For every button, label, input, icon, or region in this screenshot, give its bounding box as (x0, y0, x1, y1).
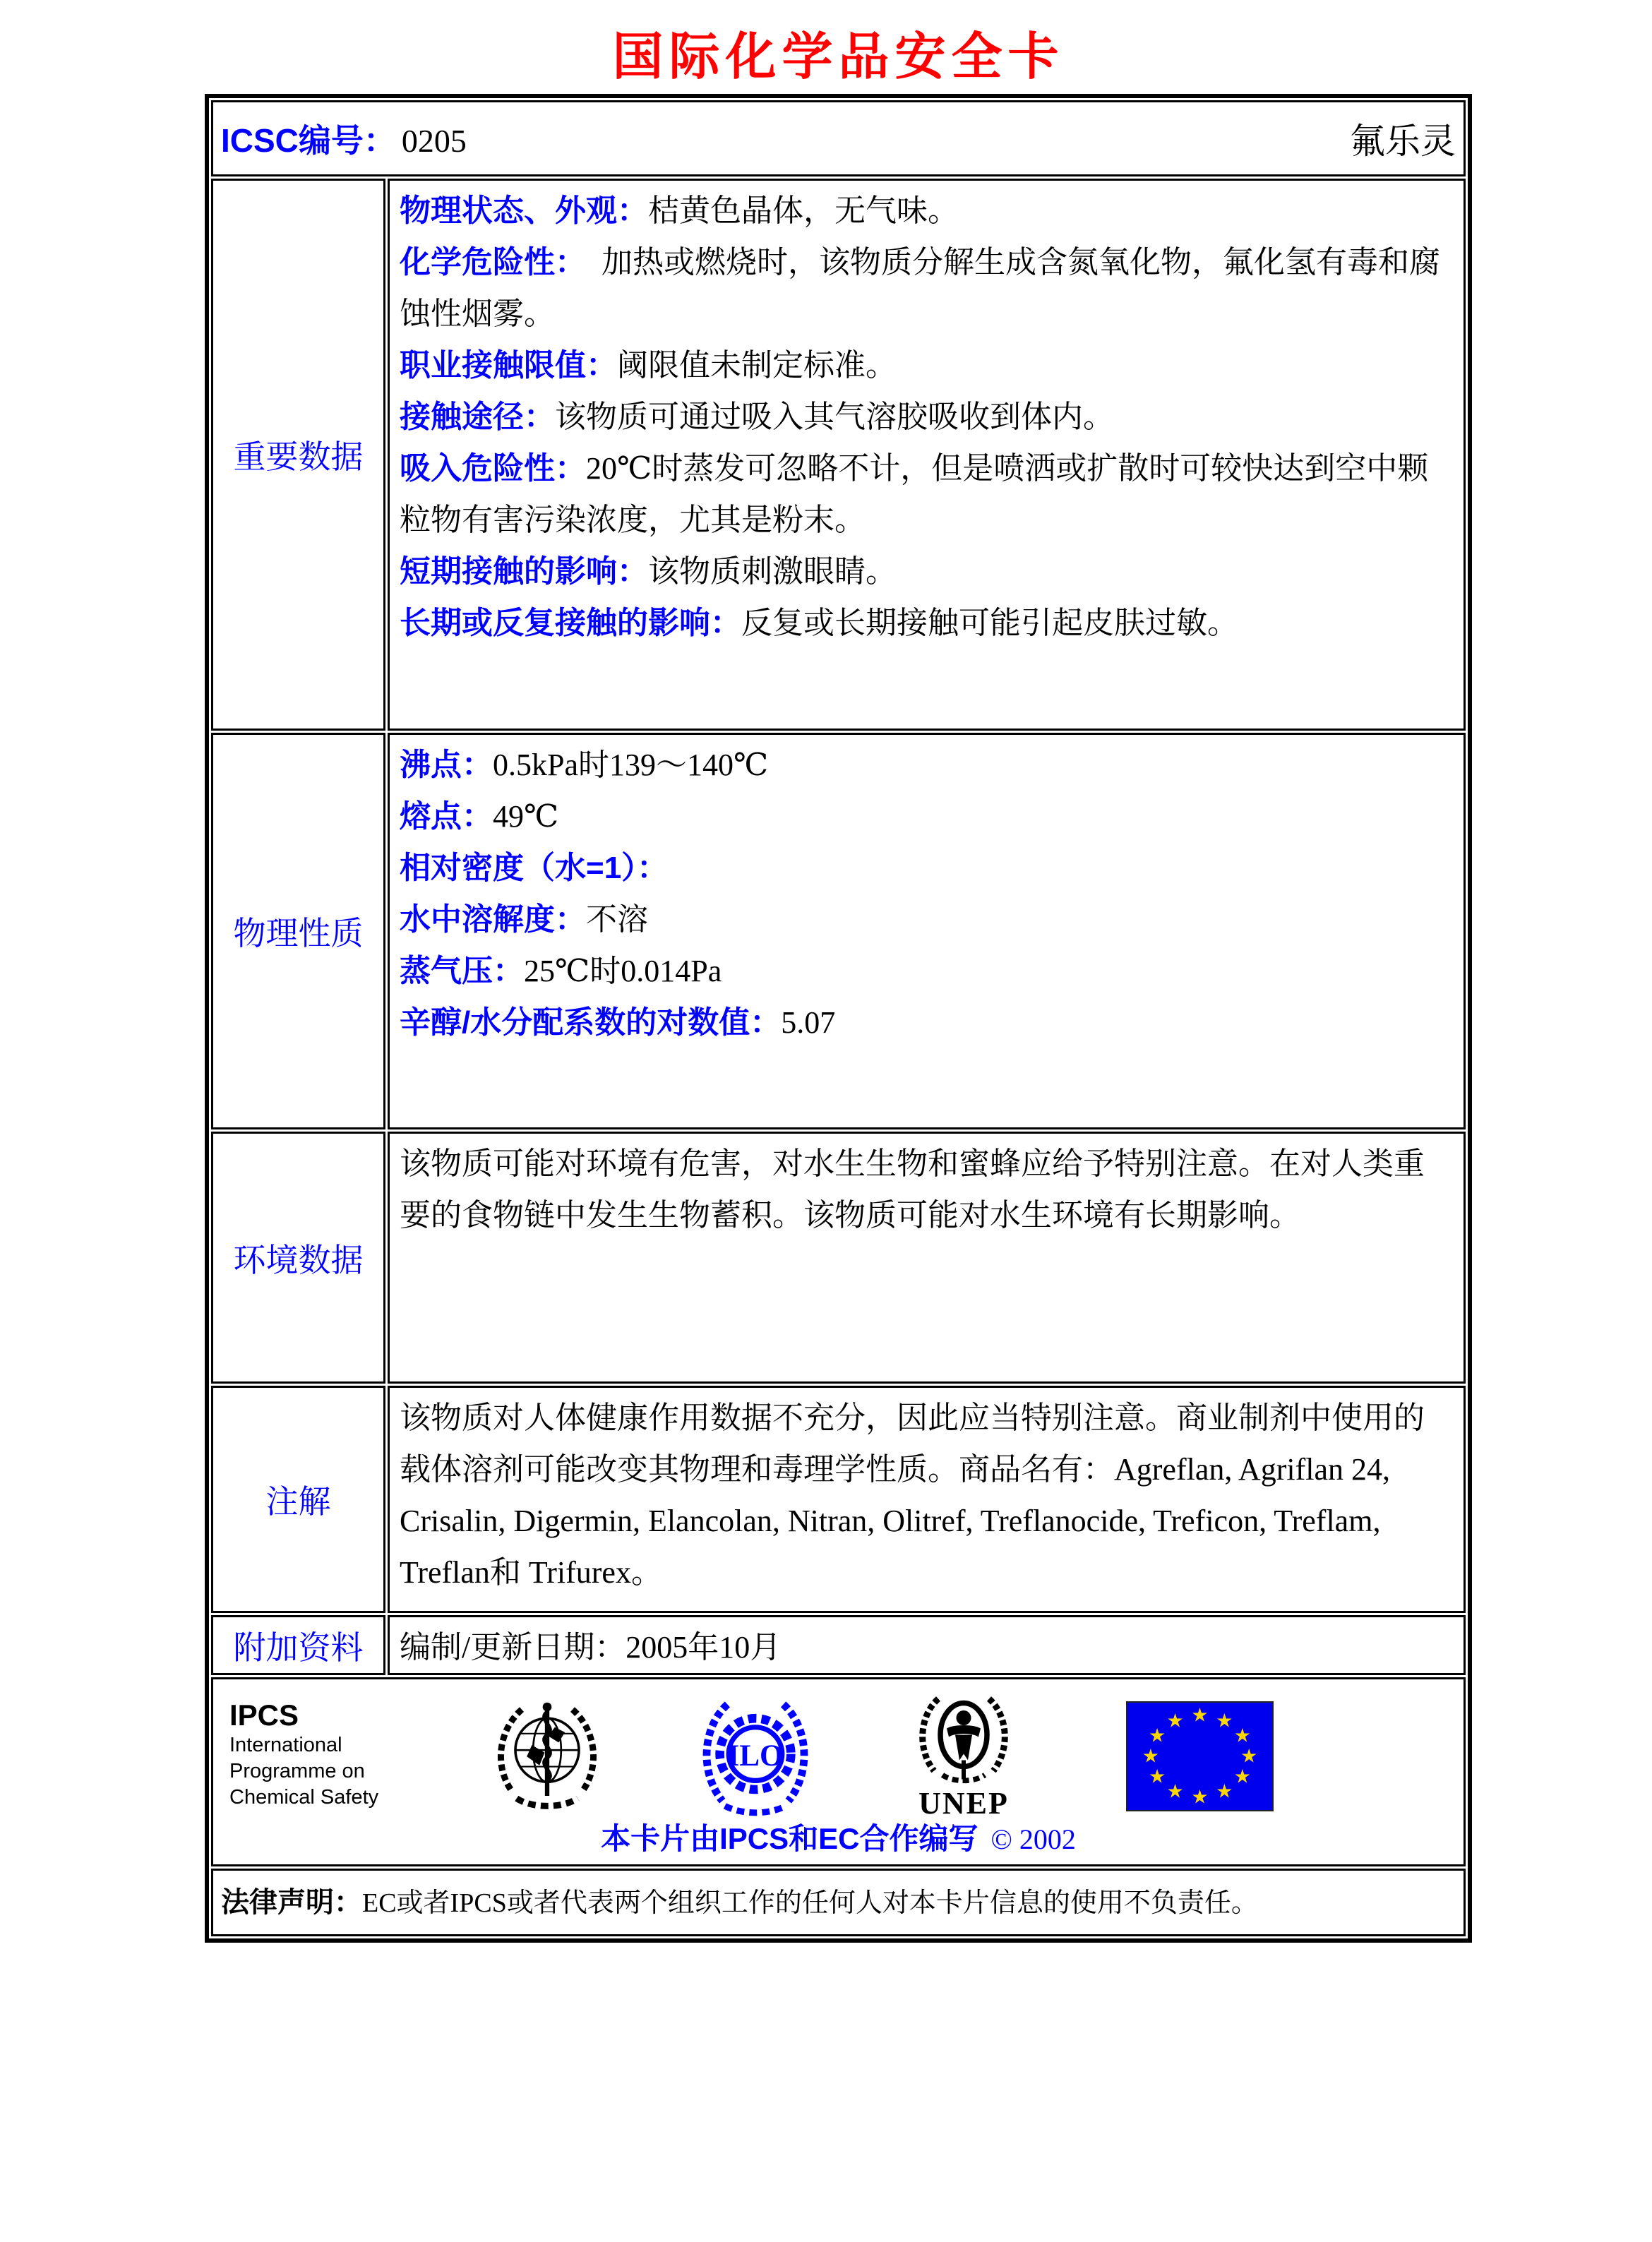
unep-logo (911, 1694, 1017, 1821)
caption-text: 本卡片由IPCS和EC合作编写 (601, 1822, 978, 1855)
item-text: 该物质可通过吸入其气溶胶吸收到体内。 (555, 400, 1114, 434)
section-label-notes: 注解 (211, 1386, 385, 1613)
physical-properties-content (388, 733, 1466, 1129)
section-label-additional-info: 附加资料 (211, 1615, 385, 1675)
eu-flag-icon (1126, 1701, 1274, 1811)
cooperation-caption (214, 1816, 1463, 1858)
item-boiling-point (400, 739, 1454, 791)
item-text: 加热或燃烧时，该物质分解生成含氮氧化物，氟化氢有毒和腐蚀性烟雾。 (400, 245, 1440, 331)
item-text: 反复或长期接触可能引起皮肤过敏。 (741, 606, 1238, 640)
physical-properties-row (211, 733, 1466, 1129)
ilo-logo-text: ILO (727, 1739, 784, 1773)
ipcs-subtitle-line: International (229, 1734, 342, 1756)
item-physical-state (400, 185, 1454, 236)
item-chemical-danger (400, 236, 1454, 340)
legal-label: 法律声明： (221, 1886, 362, 1918)
item-occupational-limit (400, 340, 1454, 391)
important-data-content (388, 179, 1466, 731)
eu-star-icon: ★ (1191, 1704, 1209, 1726)
item-label: 蒸气压： (400, 954, 524, 988)
item-label: 短期接触的影响： (400, 554, 648, 589)
item-water-solubility (400, 894, 1454, 945)
item-text: 5.07 (781, 1005, 836, 1040)
item-text: 阈限值未制定标准。 (617, 348, 897, 383)
notes-text: 该物质对人体健康作用数据不充分，因此应当特别注意。商业制剂中使用的载体溶剂可能改变其物理和毒理学性质。商品名有：Agreflan, Agriflan 24, Crisalin, Digermin, Elancolan, Nitran, Olitref, Treflanocide, Treficon, Treflam, Treflan和 Trifurex。 (400, 1401, 1425, 1590)
item-vapor-pressure (400, 945, 1454, 997)
icsc-number-label: ICSC编号： (221, 122, 396, 159)
eu-star-icon: ★ (1240, 1745, 1258, 1767)
logos-cell (211, 1677, 1466, 1866)
ilo-logo-icon (692, 1694, 819, 1825)
item-long-term-effects (400, 597, 1454, 649)
ipcs-subtitle-line: Programme on (229, 1760, 365, 1782)
item-label: 职业接触限值： (400, 348, 617, 383)
icsc-card (205, 94, 1472, 1943)
ipcs-title: IPCS (229, 1698, 299, 1732)
important-data-row (211, 179, 1466, 731)
item-label: 物理状态、外观： (400, 193, 648, 228)
item-label: 沸点： (400, 748, 493, 782)
eu-star-icon: ★ (1149, 1766, 1166, 1787)
who-logo-icon (484, 1694, 611, 1825)
item-melting-point (400, 791, 1454, 842)
item-text: 0.5kPa时139～140℃ (493, 748, 769, 782)
section-label-physical-properties: 物理性质 (211, 733, 385, 1129)
environmental-text: 该物质可能对环境有危害，对水生生物和蜜蜂应给予特别注意。在对人类重要的食物链中发生生物蓄积。该物质可能对水生环境有长期影响。 (400, 1146, 1425, 1233)
item-octanol-water (400, 997, 1454, 1048)
update-date-text: 编制/更新日期：2005年10月 (400, 1630, 782, 1665)
item-label: 化学危险性： (400, 245, 570, 280)
item-label: 熔点： (400, 799, 493, 834)
legal-cell (211, 1869, 1466, 1936)
legal-row (211, 1869, 1466, 1936)
eu-star-icon: ★ (1233, 1766, 1251, 1787)
legal-text: EC或者IPCS或者代表两个组织工作的任何人对本卡片信息的使用不负责任。 (362, 1888, 1258, 1918)
eu-star-icon: ★ (1142, 1745, 1159, 1767)
notes-row (211, 1386, 1466, 1613)
eu-star-icon: ★ (1149, 1725, 1166, 1746)
unep-logo-icon (911, 1694, 1017, 1786)
item-label: 长期或反复接触的影响： (400, 606, 741, 640)
item-label: 相对密度（水=1）： (400, 851, 669, 885)
eu-star-icon: ★ (1216, 1710, 1233, 1732)
logo-band (214, 1680, 1463, 1864)
eu-star-icon: ★ (1191, 1786, 1209, 1808)
icsc-number-value: 0205 (401, 123, 467, 159)
item-label: 辛醇/水分配系数的对数值： (400, 1005, 782, 1040)
chemical-name: 氟乐灵 (1350, 121, 1456, 161)
copyright-text: © 2002 (990, 1823, 1076, 1855)
legal-notice (214, 1886, 1463, 1920)
environmental-data-row (211, 1132, 1466, 1384)
ipcs-subtitle-line: Chemical Safety (229, 1786, 379, 1809)
icsc-table (205, 94, 1472, 1943)
header-cell (211, 100, 1466, 176)
item-label: 接触途径： (400, 400, 555, 434)
eu-star-icon: ★ (1233, 1725, 1251, 1746)
header-row (211, 100, 1466, 176)
additional-info-content (388, 1615, 1466, 1675)
environmental-data-content (388, 1132, 1466, 1384)
section-label-environmental-data: 环境数据 (211, 1132, 385, 1384)
ipcs-text-block (229, 1698, 420, 1811)
item-text: 49℃ (493, 799, 559, 834)
item-relative-density (400, 842, 1454, 894)
item-text: 桔黄色晶体，无气味。 (648, 193, 959, 228)
item-text: 不溶 (586, 902, 648, 937)
logos-row (211, 1677, 1466, 1866)
item-text: 25℃时0.014Pa (524, 954, 722, 988)
item-text: 该物质刺激眼睛。 (648, 554, 897, 589)
item-exposure-routes (400, 391, 1454, 443)
eu-star-icon: ★ (1166, 1780, 1184, 1802)
page-title: 国际化学品安全卡 (612, 29, 1065, 85)
item-label: 吸入危险性： (400, 451, 586, 486)
section-label-important-data: 重要数据 (211, 179, 385, 731)
eu-star-icon: ★ (1166, 1710, 1184, 1732)
unep-logo-text: UNEP (918, 1786, 1009, 1821)
notes-content (388, 1386, 1466, 1613)
icsc-number-group (221, 115, 467, 162)
eu-star-icon: ★ (1216, 1780, 1233, 1802)
item-text: 20℃时蒸发可忽略不计，但是喷洒或扩散时可较快达到空中颗粒物有害污染浓度，尤其是粉末。 (400, 451, 1429, 537)
item-label: 水中溶解度： (400, 902, 586, 937)
additional-info-row (211, 1615, 1466, 1675)
item-short-term-effects (400, 546, 1454, 597)
item-inhalation-risk (400, 443, 1454, 546)
